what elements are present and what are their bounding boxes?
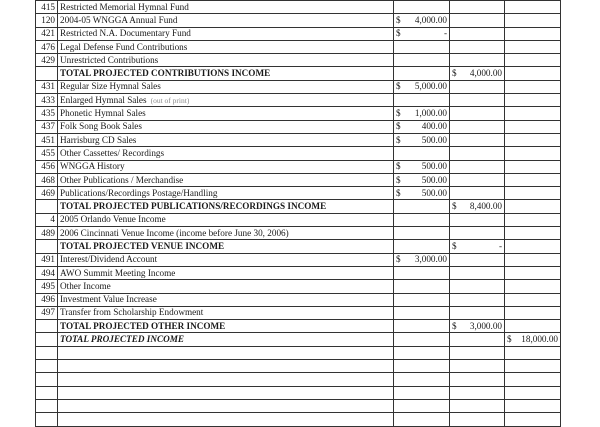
description-text: Folk Song Book Sales bbox=[60, 121, 142, 132]
blank-cell bbox=[58, 360, 394, 373]
amount-value: 3,000.00 bbox=[414, 254, 447, 265]
account-code: 451 bbox=[36, 133, 58, 146]
amount-value: 500.00 bbox=[421, 174, 447, 185]
blank-cell bbox=[450, 413, 505, 426]
line-amount bbox=[394, 280, 450, 293]
account-code: 431 bbox=[36, 80, 58, 93]
line-description bbox=[58, 54, 394, 67]
grand-total bbox=[505, 107, 561, 120]
line-item-row bbox=[36, 133, 561, 146]
line-item-row bbox=[36, 253, 561, 266]
line-item-row bbox=[36, 213, 561, 226]
description-text: 2005 Orlando Venue Income bbox=[60, 214, 166, 225]
description-text: Regular Size Hymnal Sales bbox=[60, 81, 161, 92]
section-total bbox=[450, 147, 505, 160]
blank-cell bbox=[58, 373, 394, 386]
description-text: Other Publications / Merchandise bbox=[60, 174, 184, 185]
blank-cell bbox=[36, 373, 58, 386]
account-code bbox=[36, 240, 58, 253]
section-total bbox=[450, 200, 505, 213]
currency-symbol: $ bbox=[396, 134, 401, 145]
line-amount bbox=[394, 1, 450, 14]
blank-cell bbox=[394, 413, 450, 426]
line-amount bbox=[394, 306, 450, 319]
line-amount bbox=[394, 173, 450, 186]
line-description bbox=[58, 120, 394, 133]
account-code bbox=[36, 67, 58, 80]
total-row bbox=[36, 200, 561, 213]
section-total bbox=[450, 94, 505, 107]
account-code: 421 bbox=[36, 27, 58, 40]
section-total bbox=[450, 333, 505, 346]
account-code: 429 bbox=[36, 54, 58, 67]
blank-row bbox=[36, 360, 561, 373]
section-total bbox=[450, 120, 505, 133]
amount-value: 400.00 bbox=[421, 121, 447, 132]
blank-cell bbox=[36, 346, 58, 359]
line-description bbox=[58, 293, 394, 306]
line-description bbox=[58, 200, 394, 213]
currency-symbol: $ bbox=[396, 174, 401, 185]
currency-symbol: $ bbox=[396, 161, 401, 172]
total-row bbox=[36, 320, 561, 333]
section-total bbox=[450, 187, 505, 200]
line-description bbox=[58, 320, 394, 333]
grand-total bbox=[505, 227, 561, 240]
line-amount bbox=[394, 94, 450, 107]
line-amount bbox=[394, 80, 450, 93]
description-text: 2006 Cincinnati Venue Income (income before June 30, 2006) bbox=[60, 227, 289, 238]
account-code: 497 bbox=[36, 306, 58, 319]
line-item-row bbox=[36, 54, 561, 67]
amount-value: 500.00 bbox=[421, 187, 447, 198]
page-margin bbox=[0, 0, 35, 400]
blank-cell bbox=[505, 413, 561, 426]
blank-row bbox=[36, 386, 561, 399]
line-description bbox=[58, 40, 394, 53]
description-text: TOTAL PROJECTED VENUE INCOME bbox=[60, 240, 225, 251]
grand-total bbox=[505, 40, 561, 53]
blank-cell bbox=[505, 360, 561, 373]
currency-symbol: $ bbox=[396, 81, 401, 92]
description-text: Interest/Dividend Account bbox=[60, 254, 158, 265]
grand-total bbox=[505, 200, 561, 213]
line-item-row bbox=[36, 40, 561, 53]
account-code: 491 bbox=[36, 253, 58, 266]
line-amount bbox=[394, 147, 450, 160]
description-text: 2004-05 WNGGA Annual Fund bbox=[60, 14, 178, 25]
description-text: Harrisburg CD Sales bbox=[60, 134, 137, 145]
amount-value: - bbox=[443, 28, 447, 39]
blank-cell bbox=[36, 386, 58, 399]
line-item-row bbox=[36, 1, 561, 14]
amount-value: 4,000.00 bbox=[414, 14, 447, 25]
line-amount bbox=[394, 200, 450, 213]
section-total bbox=[450, 133, 505, 146]
grand-total bbox=[505, 280, 561, 293]
line-amount bbox=[394, 160, 450, 173]
blank-row bbox=[36, 373, 561, 386]
line-amount bbox=[394, 253, 450, 266]
line-item-row bbox=[36, 120, 561, 133]
grand-total bbox=[505, 320, 561, 333]
blank-cell bbox=[58, 413, 394, 426]
account-code bbox=[36, 333, 58, 346]
line-amount bbox=[394, 333, 450, 346]
line-description bbox=[58, 67, 394, 80]
account-code: 489 bbox=[36, 227, 58, 240]
section-total bbox=[450, 173, 505, 186]
grand-total bbox=[505, 94, 561, 107]
line-amount bbox=[394, 320, 450, 333]
account-code: 476 bbox=[36, 40, 58, 53]
line-description bbox=[58, 187, 394, 200]
line-item-row bbox=[36, 293, 561, 306]
grand-total bbox=[505, 187, 561, 200]
total-row bbox=[36, 333, 561, 346]
section-total bbox=[450, 320, 505, 333]
grand-total bbox=[505, 213, 561, 226]
description-text: TOTAL PROJECTED OTHER INCOME bbox=[60, 320, 226, 331]
grand-total bbox=[505, 333, 561, 346]
grand-total bbox=[505, 120, 561, 133]
account-code: 437 bbox=[36, 120, 58, 133]
description-text: TOTAL PROJECTED PUBLICATIONS/RECORDINGS INCOME bbox=[60, 201, 327, 212]
line-amount bbox=[394, 293, 450, 306]
blank-row bbox=[36, 346, 561, 359]
account-code: 455 bbox=[36, 147, 58, 160]
line-description bbox=[58, 306, 394, 319]
section-total bbox=[450, 240, 505, 253]
section-total bbox=[450, 280, 505, 293]
grand-total bbox=[505, 27, 561, 40]
line-item-row bbox=[36, 94, 561, 107]
line-description bbox=[58, 147, 394, 160]
section-total bbox=[450, 160, 505, 173]
line-description bbox=[58, 213, 394, 226]
blank-cell bbox=[394, 386, 450, 399]
line-amount bbox=[394, 120, 450, 133]
account-code: 496 bbox=[36, 293, 58, 306]
line-amount bbox=[394, 187, 450, 200]
description-text: Restricted N.A. Documentary Fund bbox=[60, 28, 191, 39]
line-item-row bbox=[36, 266, 561, 279]
account-code bbox=[36, 200, 58, 213]
grand-total bbox=[505, 173, 561, 186]
grand-total bbox=[505, 1, 561, 14]
line-item-row bbox=[36, 160, 561, 173]
section-total bbox=[450, 253, 505, 266]
blank-cell bbox=[450, 346, 505, 359]
income-budget-sheet bbox=[35, 0, 560, 400]
blank-cell bbox=[394, 360, 450, 373]
income-table bbox=[35, 0, 561, 427]
amount-value: 3,000.00 bbox=[469, 320, 502, 331]
grand-total bbox=[505, 266, 561, 279]
line-item-row bbox=[36, 107, 561, 120]
account-code: 456 bbox=[36, 160, 58, 173]
grand-total bbox=[505, 160, 561, 173]
line-description bbox=[58, 80, 394, 93]
income-table-body bbox=[36, 1, 561, 427]
blank-row bbox=[36, 399, 561, 412]
blank-cell bbox=[505, 399, 561, 412]
blank-cell bbox=[394, 373, 450, 386]
amount-value: 500.00 bbox=[421, 161, 447, 172]
line-description bbox=[58, 14, 394, 27]
section-total bbox=[450, 80, 505, 93]
line-item-row bbox=[36, 280, 561, 293]
account-code: 494 bbox=[36, 266, 58, 279]
line-description bbox=[58, 266, 394, 279]
line-amount bbox=[394, 240, 450, 253]
line-amount bbox=[394, 27, 450, 40]
description-text: Other Income bbox=[60, 280, 111, 291]
currency-symbol: $ bbox=[452, 201, 457, 212]
description-text: WNGGA History bbox=[60, 161, 125, 172]
account-code: 468 bbox=[36, 173, 58, 186]
line-amount bbox=[394, 107, 450, 120]
grand-total bbox=[505, 14, 561, 27]
line-description bbox=[58, 107, 394, 120]
grand-total bbox=[505, 80, 561, 93]
section-total bbox=[450, 293, 505, 306]
grand-total bbox=[505, 147, 561, 160]
amount-value: 500.00 bbox=[421, 134, 447, 145]
section-total bbox=[450, 227, 505, 240]
account-code: 120 bbox=[36, 14, 58, 27]
amount-value: 5,000.00 bbox=[414, 81, 447, 92]
section-total bbox=[450, 213, 505, 226]
line-item-row bbox=[36, 187, 561, 200]
grand-total bbox=[505, 54, 561, 67]
section-total bbox=[450, 266, 505, 279]
blank-cell bbox=[36, 360, 58, 373]
line-amount bbox=[394, 133, 450, 146]
blank-cell bbox=[36, 413, 58, 426]
currency-symbol: $ bbox=[452, 68, 457, 79]
description-text: Restricted Memorial Hymnal Fund bbox=[60, 1, 189, 12]
description-text: TOTAL PROJECTED CONTRIBUTIONS INCOME bbox=[60, 68, 271, 79]
line-item-row bbox=[36, 173, 561, 186]
grand-total bbox=[505, 253, 561, 266]
line-amount bbox=[394, 40, 450, 53]
grand-total bbox=[505, 306, 561, 319]
blank-row bbox=[36, 413, 561, 426]
section-total bbox=[450, 67, 505, 80]
section-total bbox=[450, 107, 505, 120]
line-description bbox=[58, 27, 394, 40]
blank-cell bbox=[58, 386, 394, 399]
currency-symbol: $ bbox=[396, 108, 401, 119]
currency-symbol: $ bbox=[452, 320, 457, 331]
currency-symbol: $ bbox=[396, 121, 401, 132]
amount-value: 18,000.00 bbox=[521, 334, 558, 345]
line-item-row bbox=[36, 14, 561, 27]
line-description bbox=[58, 253, 394, 266]
account-code: 4 bbox=[36, 213, 58, 226]
currency-symbol: $ bbox=[452, 240, 457, 251]
description-text: AWO Summit Meeting Income bbox=[60, 267, 176, 278]
line-description bbox=[58, 240, 394, 253]
description-text: Investment Value Increase bbox=[60, 294, 157, 305]
account-code: 415 bbox=[36, 1, 58, 14]
line-amount bbox=[394, 54, 450, 67]
line-amount bbox=[394, 213, 450, 226]
section-total bbox=[450, 14, 505, 27]
currency-symbol: $ bbox=[396, 187, 401, 198]
line-description bbox=[58, 133, 394, 146]
blank-cell bbox=[505, 386, 561, 399]
description-text: Enlarged Hymnal Sales bbox=[60, 94, 147, 105]
line-item-row bbox=[36, 27, 561, 40]
account-code bbox=[36, 320, 58, 333]
line-amount bbox=[394, 266, 450, 279]
line-amount bbox=[394, 67, 450, 80]
description-text: TOTAL PROJECTED INCOME bbox=[60, 334, 185, 345]
section-total bbox=[450, 27, 505, 40]
description-text: Publications/Recordings Postage/Handling bbox=[60, 187, 218, 198]
line-description bbox=[58, 1, 394, 14]
section-total bbox=[450, 1, 505, 14]
line-amount bbox=[394, 227, 450, 240]
currency-symbol: $ bbox=[396, 254, 401, 265]
section-total bbox=[450, 306, 505, 319]
line-item-row bbox=[36, 80, 561, 93]
currency-symbol: $ bbox=[396, 28, 401, 39]
account-code: 469 bbox=[36, 187, 58, 200]
blank-cell bbox=[450, 373, 505, 386]
amount-value: 1,000.00 bbox=[414, 108, 447, 119]
line-amount bbox=[394, 14, 450, 27]
line-description bbox=[58, 173, 394, 186]
line-item-row bbox=[36, 227, 561, 240]
total-row bbox=[36, 67, 561, 80]
description-text: Transfer from Scholarship Endowment bbox=[60, 307, 204, 318]
currency-symbol: $ bbox=[396, 14, 401, 25]
account-code: 435 bbox=[36, 107, 58, 120]
line-description bbox=[58, 280, 394, 293]
description-text: Phonetic Hymnal Sales bbox=[60, 108, 146, 119]
description-text: Unrestricted Contributions bbox=[60, 54, 159, 65]
blank-cell bbox=[450, 399, 505, 412]
grand-total bbox=[505, 133, 561, 146]
grand-total bbox=[505, 240, 561, 253]
blank-cell bbox=[450, 386, 505, 399]
blank-cell bbox=[394, 346, 450, 359]
blank-cell bbox=[505, 373, 561, 386]
account-code: 433 bbox=[36, 94, 58, 107]
description-note: (out of print) bbox=[150, 95, 190, 105]
line-description bbox=[58, 94, 394, 107]
blank-cell bbox=[394, 399, 450, 412]
account-code: 495 bbox=[36, 280, 58, 293]
section-total bbox=[450, 54, 505, 67]
amount-value: 4,000.00 bbox=[469, 68, 502, 79]
blank-cell bbox=[58, 399, 394, 412]
currency-symbol: $ bbox=[507, 334, 512, 345]
description-text: Legal Defense Fund Contributions bbox=[60, 41, 188, 52]
line-description bbox=[58, 160, 394, 173]
blank-cell bbox=[505, 346, 561, 359]
line-item-row bbox=[36, 147, 561, 160]
line-description bbox=[58, 333, 394, 346]
blank-cell bbox=[36, 399, 58, 412]
line-description bbox=[58, 227, 394, 240]
blank-cell bbox=[450, 360, 505, 373]
grand-total bbox=[505, 293, 561, 306]
total-row bbox=[36, 240, 561, 253]
section-total bbox=[450, 40, 505, 53]
blank-cell bbox=[58, 346, 394, 359]
amount-value: 8,400.00 bbox=[469, 201, 502, 212]
description-text: Other Cassettes/ Recordings bbox=[60, 147, 165, 158]
grand-total bbox=[505, 67, 561, 80]
amount-value: - bbox=[498, 240, 502, 251]
line-item-row bbox=[36, 306, 561, 319]
